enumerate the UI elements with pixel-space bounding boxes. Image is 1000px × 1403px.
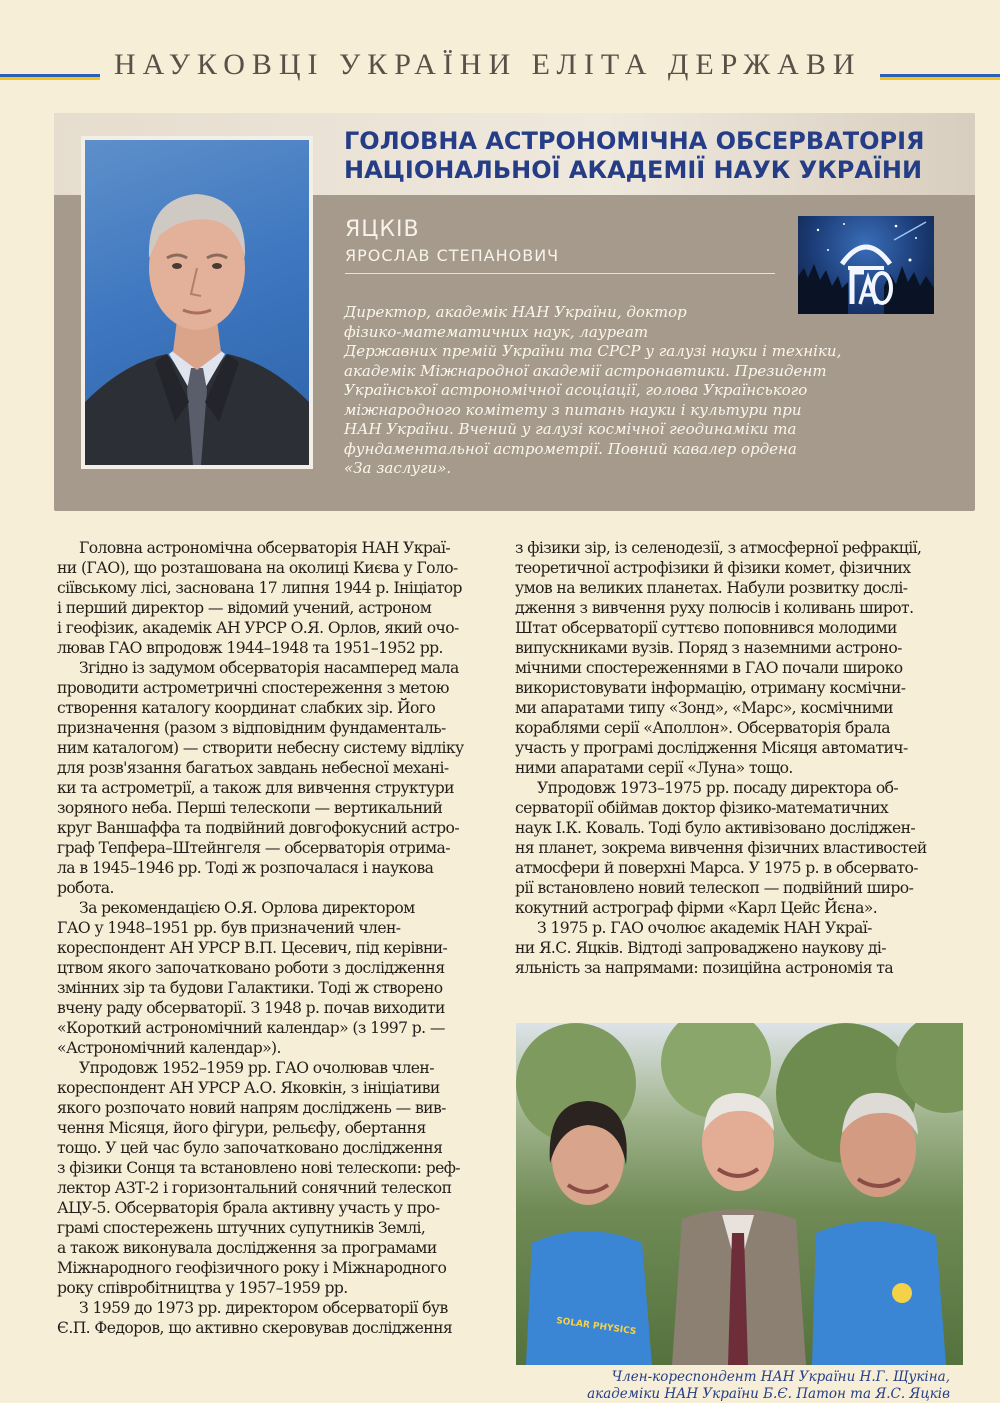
article-line: «Короткий астрономічний календар» (з 1997 р. — [57, 1019, 445, 1037]
article-line: Головна астрономічна обсерваторія НАН Украї- [79, 539, 451, 557]
article-line: чення Місяця, його фігури, рельєфу, обертання [57, 1119, 426, 1137]
article-line: і перший директор — відомий учений, астроном [57, 599, 432, 617]
article-line: для розв'язання багатьох завдань небесної механі- [57, 759, 449, 777]
article-line: дження з вивчення руху полюсів і коливань широт. [515, 599, 914, 617]
bio-line: «За заслуги». [344, 459, 452, 477]
article-line: а також виконувала дослідження за програмами [57, 1239, 437, 1257]
gao-logo-icon [798, 216, 934, 314]
caption-line-2: академіки НАН України Б.Є. Патон та Я.С. Яцків [587, 1386, 950, 1402]
article-line: ГАО у 1948–1951 рр. був призначений член- [57, 919, 401, 937]
article-line: граф Тепфера–Штейнгеля — обсерваторія отрима- [57, 839, 450, 857]
article-line: створення каталогу координат слабких зір. Його [57, 699, 436, 717]
article-line: року співробітництва у 1957–1959 рр. [57, 1279, 348, 1297]
article-line: кокутний астрограф фірми «Карл Цейс Йєна». [515, 899, 878, 917]
biography [344, 303, 954, 479]
article-line: теоретичної астрофізики й фізики комет, фізичних [515, 559, 911, 577]
portrait-photo [81, 136, 313, 469]
article-line: ни Я.С. Яцків. Відтоді запроваджено наукову ді- [515, 939, 886, 957]
article-line: круг Ваншаффа та подвійний довгофокусний астро- [57, 819, 460, 837]
article-line: зоряного неба. Перші телескопи — вертикальний [57, 799, 443, 817]
article-line: «Астрономічний календар»). [57, 1039, 281, 1057]
person-surname: ЯЦКІВ [345, 217, 420, 242]
article-line: ними апаратами серії «Луна» тощо. [515, 759, 793, 777]
article-line: лектор АЗТ-2 і горизонтальний сонячний телескоп [57, 1179, 452, 1197]
article-line: змінних зір та будови Галактики. Тоді ж створено [57, 979, 443, 997]
article-line: якого розпочато новий напрям досліджень — вив- [57, 1099, 446, 1117]
photo-caption [500, 1369, 950, 1403]
article-line: кореспондент АН УРСР А.О. Яковкін, з ініціативи [57, 1079, 440, 1097]
article-line: наук І.К. Коваль. Тоді було активізовано досліджен- [515, 819, 916, 837]
gao-logo-graphic [798, 216, 934, 314]
article-line: Штат обсерваторії суттєво поповнився молодими [515, 619, 897, 637]
article-line: Міжнародного геофізичного року і Міжнародного [57, 1259, 447, 1277]
article-line: ни (ГАО), що розташована на околиці Києва у Голо- [57, 559, 458, 577]
article-line: грамі спостережень штучних супутників Землі, [57, 1219, 426, 1237]
name-divider [345, 273, 775, 274]
article-line: Згідно із задумом обсерваторія насамперед мала [79, 659, 459, 677]
article-line: рії встановлено новий телескоп — подвійний широ- [515, 879, 914, 897]
article-line: і геофізик, академік АН УРСР О.Я. Орлов, який очо- [57, 619, 459, 637]
article-line: проводити астрометричні спостереження з метою [57, 679, 449, 697]
header-title: НАУКОВЦІ УКРАЇНИ ЕЛІТА ДЕРЖАВИ [100, 44, 880, 82]
article-line: серваторії обіймав доктор фізико-математичних [515, 799, 889, 817]
bio-line: НАН України. Вчений у галузі космічної геодинаміки та [344, 420, 797, 438]
article-line: Упродовж 1952–1959 рр. ГАО очолював член- [79, 1059, 434, 1077]
bio-line: фізико-математичних наук, лауреат [344, 322, 649, 341]
article-line: АЦУ-5. Обсерваторія брала активну участь у про- [57, 1199, 440, 1217]
article-line: З 1959 до 1973 рр. директором обсерваторії був [79, 1299, 448, 1317]
bio-line: Державних премій України та СРСР у галузі науки і техніки, [344, 342, 842, 360]
article-line: З 1975 р. ГАО очолює академік НАН Украї- [537, 919, 872, 937]
article-line: ним каталогом) — створити небесну систему відліку [57, 739, 464, 757]
article-line: кораблями серії «Аполлон». Обсерваторія брала [515, 719, 890, 737]
article-line: тощо. У цей час було започатковано дослідження [57, 1139, 443, 1157]
bio-line: академік Міжнародної академії астронавтики. Президент [344, 361, 827, 380]
article-line: Упродовж 1973–1975 рр. посаду директора об- [537, 779, 899, 797]
article-line: атмосфери й поверхні Марса. У 1975 р. в обсервато- [515, 859, 918, 877]
institution-title-line2: НАЦІОНАЛЬНОЇ АКАДЕМІЇ НАУК УКРАЇНИ [344, 156, 923, 184]
bio-line: міжнародного комітету з питань науки і культури при [344, 400, 802, 419]
article-line: сіївському лісі, заснована 17 липня 1944 р. Ініціатор [57, 579, 462, 597]
article-line: ки та астрометрії, а також для вивчення структури [57, 779, 454, 797]
article-column-right [515, 538, 955, 978]
article-line: участь у програмі дослідження Місяця автоматич- [515, 739, 908, 757]
article-line: вчену раду обсерваторії. З 1948 р. почав виходити [57, 999, 445, 1017]
bio-line: Директор, академік НАН України, доктор [344, 303, 687, 321]
portrait-illustration [85, 140, 309, 465]
institution-title-line1: ГОЛОВНА АСТРОНОМІЧНА ОБСЕРВАТОРІЯ [344, 127, 925, 155]
article-line: ня планет, зокрема вивчення фізичних властивостей [515, 839, 927, 857]
article-line: За рекомендацією О.Я. Орлова директором [79, 899, 415, 917]
article-line: умов на великих планетах. Набули розвитку дослі- [515, 579, 908, 597]
group-photo-illustration [516, 1023, 963, 1365]
article-line: лював ГАО впродовж 1944–1948 та 1951–1952 рр. [57, 639, 443, 657]
article-line: Є.П. Федоров, що активно скеровував дослідження [57, 1319, 453, 1337]
article-line: яльність за напрямами: позиційна астрономія та [515, 959, 894, 977]
header-banner [0, 38, 1000, 104]
shirt-text: SOLAR PHYSICS [555, 1316, 637, 1338]
article-line: з фізики зір, із селенодезії, з атмосферної рефракції, [515, 539, 922, 557]
article-line: кореспондент АН УРСР В.П. Цесевич, під керівни- [57, 939, 448, 957]
article-column-left [57, 538, 489, 1338]
bio-line: Української астрономічної асоціації, голова Українського [344, 381, 808, 399]
article-line: цтвом якого започатковано роботи з дослідження [57, 959, 445, 977]
article-line: мічними спостереженнями в ГАО почали широко [515, 659, 903, 677]
article-line: робота. [57, 879, 114, 897]
article-line: ми апаратами типу «Зонд», «Марс», космічними [515, 699, 893, 717]
article-line: ла в 1945–1946 рр. Тоді ж розпочалася і наукова [57, 859, 434, 877]
institution-title [344, 127, 944, 185]
person-given-names: ЯРОСЛАВ СТЕПАНОВИЧ [345, 246, 560, 265]
article-line: використовувати інформацію, отриману космічни- [515, 679, 906, 697]
article-line: випускниками вузів. Поряд з наземними астроно- [515, 639, 902, 657]
profile-panel [54, 113, 975, 511]
article-line: призначення (разом з відповідним фундаменталь- [57, 719, 446, 737]
article-line: з фізики Сонця та встановлено нові телескопи: реф- [57, 1159, 460, 1177]
caption-line-1: Член-кореспондент НАН України Н.Г. Щукіна, [611, 1369, 950, 1385]
bio-line: фундаментальної астрометрії. Повний кавалер ордена [344, 439, 797, 458]
group-photo [516, 1023, 963, 1365]
